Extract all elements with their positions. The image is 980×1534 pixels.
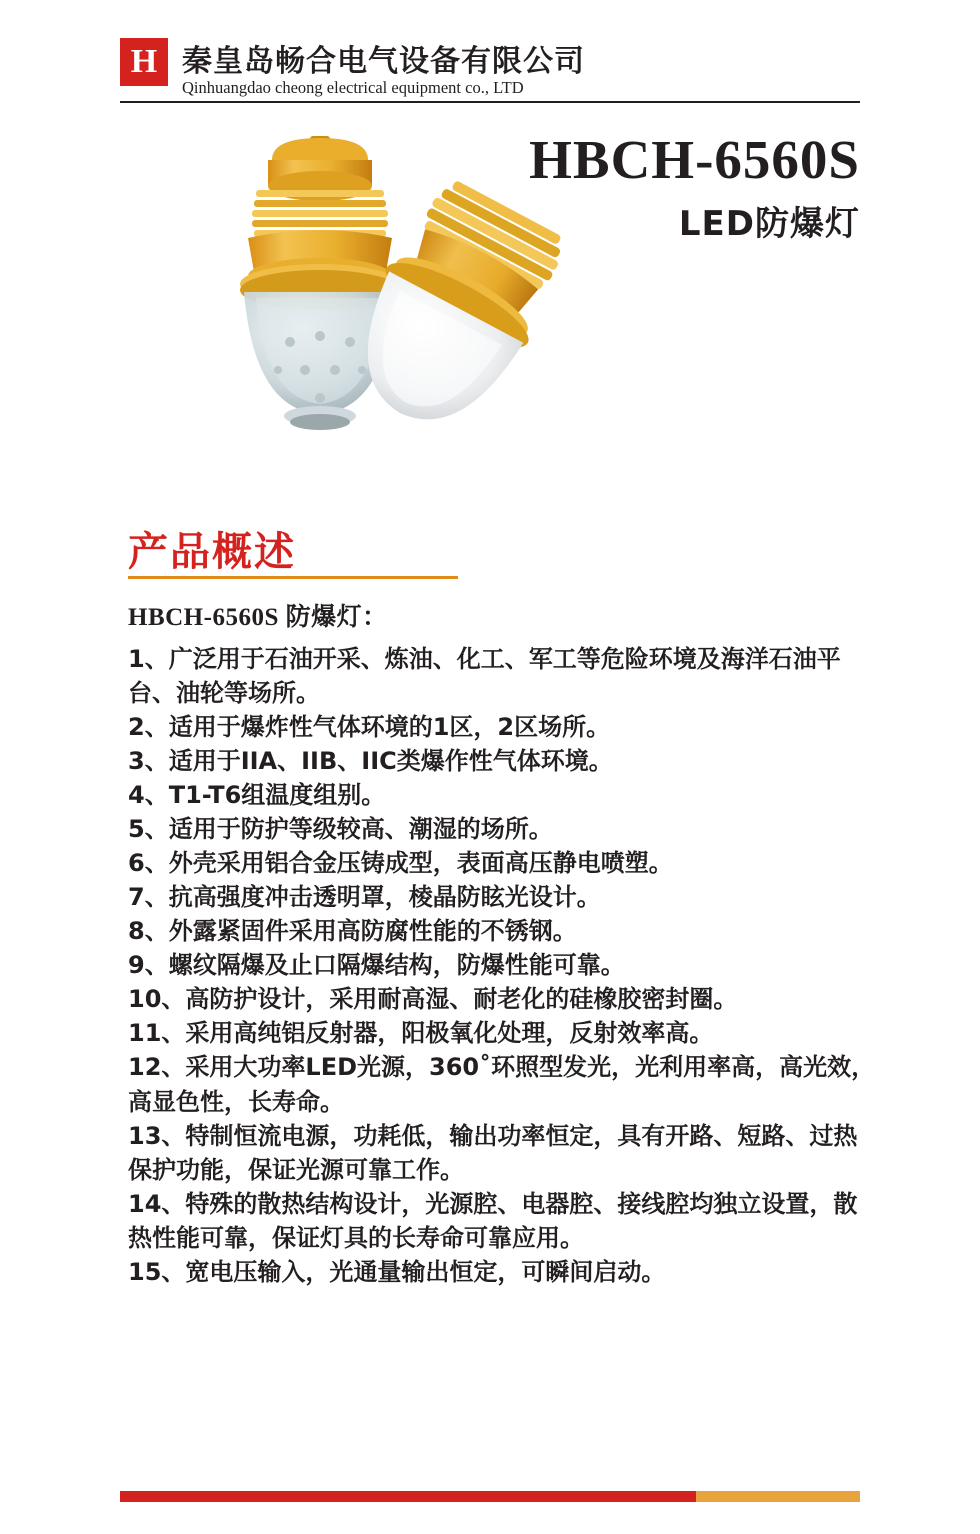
feature-item: 4、T1-T6组温度组别。: [128, 780, 386, 809]
footer-bar-primary: [120, 1491, 696, 1502]
feature-item: 15、宽电压输入，光通量输出恒定，可瞬间启动。: [128, 1257, 666, 1286]
company-logo-icon: [120, 38, 168, 86]
product-overview-text: [128, 600, 878, 1289]
footer-bar-accent: [696, 1491, 860, 1502]
overview-lead: HBCH-6560S 防爆灯：: [128, 604, 388, 631]
feature-item: 12、采用大功率LED光源，360˚环照型发光，光利用率高，高光效，高显色性，长寿命。: [128, 1053, 876, 1116]
feature-item: 1、广泛用于石油开采、炼油、化工、军工等危险环境及海洋石油平台、油轮等场所。: [128, 644, 841, 707]
page-title-subtitle: LED防爆灯: [678, 204, 860, 244]
feature-item: 6、外壳采用铝合金压铸成型，表面高压静电喷塑。: [128, 848, 673, 877]
feature-item: 3、适用于IIA、IIB、IIC类爆作性气体环境。: [128, 746, 613, 775]
product-photo: [160, 130, 660, 510]
logo-letter: H: [130, 43, 158, 80]
company-header: [120, 36, 860, 102]
company-name-en: Qinhuangdao cheong electrical equipment co., LTD: [182, 78, 524, 97]
feature-item: 2、适用于爆炸性气体环境的1区，2区场所。: [128, 712, 611, 741]
header-divider: [120, 101, 860, 103]
section-title-underline: [128, 576, 458, 579]
feature-item: 11、采用高纯铝反射器，阳极氧化处理，反射效率高。: [128, 1019, 714, 1048]
feature-item: 14、特殊的散热结构设计，光源腔、电器腔、接线腔均独立设置，散热性能可靠，保证灯具的长寿命可靠应用。: [128, 1189, 858, 1252]
feature-item: 9、螺纹隔爆及止口隔爆结构，防爆性能可靠。: [128, 951, 625, 980]
feature-item: 5、适用于防护等级较高、潮湿的场所。: [128, 814, 553, 843]
section-title: 产品概述: [128, 529, 296, 575]
feature-item: 7、抗高强度冲击透明罩，棱晶防眩光设计。: [128, 883, 601, 912]
company-name-cn: 秦皇岛畅合电气设备有限公司: [182, 44, 585, 79]
page-title-model: HBCH-6560S: [529, 129, 860, 190]
feature-item: 13、特制恒流电源，功耗低，输出功率恒定，具有开路、短路、过热保护功能，保证光源可靠工作。: [128, 1121, 858, 1184]
feature-item: 10、高防护设计，采用耐高湿、耐老化的硅橡胶密封圈。: [128, 985, 738, 1014]
feature-item: 8、外露紧固件采用高防腐性能的不锈钢。: [128, 917, 577, 946]
